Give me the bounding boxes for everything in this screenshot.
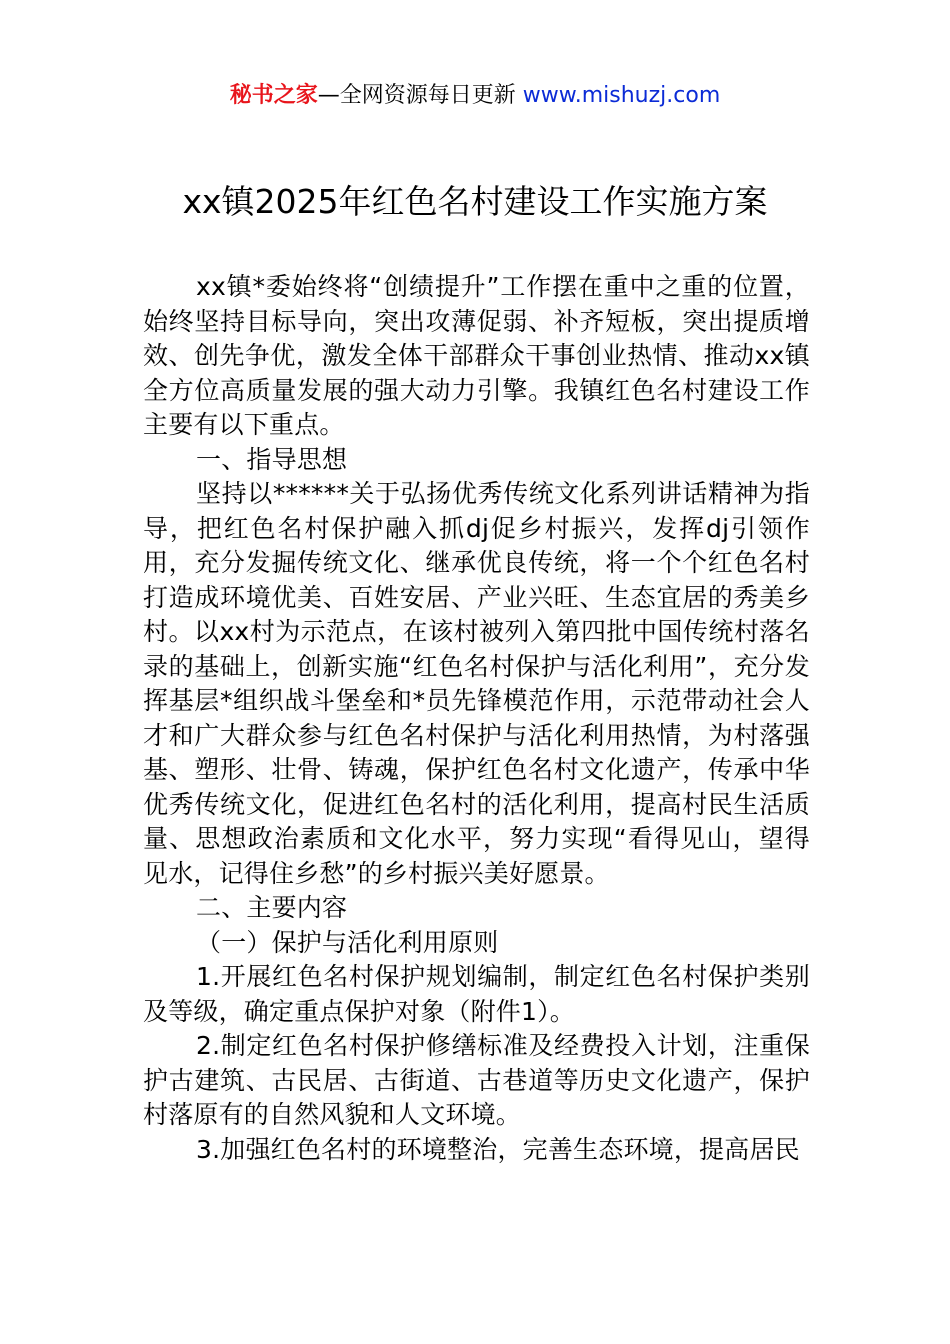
site-tagline: —全网资源每日更新 xyxy=(317,83,523,108)
list-item-1: 1.开展红色名村保护规划编制，制定红色名村保护类别及等级，确定重点保护对象（附件1）。 xyxy=(143,962,810,1026)
document-body xyxy=(143,270,810,1167)
list-item-2: 2.制定红色名村保护修缮标准及经费投入计划，注重保护古建筑、古民居、古街道、古巷道等历史文化遗产，保护村落原有的自然风貌和人文环境。 xyxy=(143,1031,810,1129)
site-url-link[interactable]: www.mishuzj.com xyxy=(522,83,721,108)
document-title: xx镇2025年红色名村建设工作实施方案 xyxy=(182,182,768,221)
section-heading-main-content: 二、主要内容 xyxy=(196,893,348,922)
guiding-thought-paragraph: 坚持以******关于弘扬优秀传统文化系列讲话精神为指导，把红色名村保护融入抓dj促乡村振兴，发挥dj引领作用，充分发掘传统文化、继承优良传统，将一个个红色名村打造成环境优美、百姓安居、产业兴旺、生态宜居的秀美乡村。以xx村为示范点，在该村被列入第四批中国传统村落名录的基础上，创新实施“红色名村保护与活化利用”，充分发挥基层*组织战斗堡垒和*员先锋模范作用，示范带动社会人才和广大群众参与红色名村保护与活化利用热情，为村落强基、塑形、壮骨、铸魂，保护红色名村文化遗产，传承中华优秀传统文化，促进红色名村的活化利用，提高村民生活质量、思想政治素质和文化水平，努力实现“看得见山，望得见水，记得住乡愁”的乡村振兴美好愿景。 xyxy=(143,479,810,888)
list-item-3: 3.加强红色名村的环境整治，完善生态环境，提高居民 xyxy=(196,1134,800,1164)
intro-paragraph: xx镇*委始终将“创绩提升”工作摆在重中之重的位置，始终坚持目标导向，突出攻薄促弱、补齐短板，突出提质增效、创先争优，激发全体干部群众干事创业热情、推动xx镇全方位高质量发展的强大动力引擎。我镇红色名村建设工作主要有以下重点。 xyxy=(143,272,810,439)
site-brand: 秘书之家 xyxy=(229,83,318,108)
subsection-heading-principles: （一）保护与活化利用原则 xyxy=(196,927,499,957)
site-banner xyxy=(0,80,950,112)
section-heading-guiding-thought: 一、指导思想 xyxy=(196,444,348,474)
